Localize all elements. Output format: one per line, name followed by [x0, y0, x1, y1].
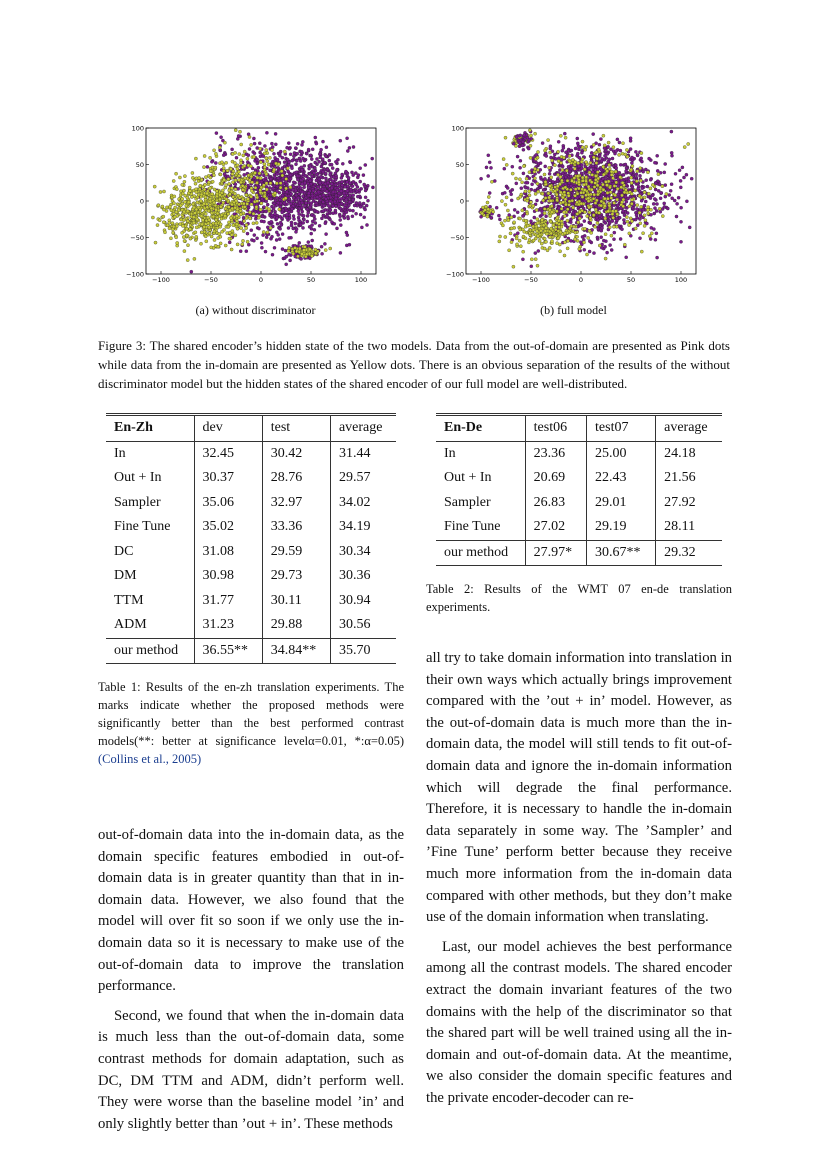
table-row	[106, 564, 396, 589]
table-1	[106, 413, 396, 664]
table-cell: 34.19	[330, 515, 396, 540]
scatter-plot-without-discriminator	[113, 118, 378, 283]
table-header-cell: test06	[525, 415, 586, 442]
table-cell: 32.45	[194, 441, 262, 466]
y-tick-label: 50	[135, 160, 144, 169]
table-row	[436, 515, 722, 540]
subcaption-b: (b) full model	[540, 303, 607, 317]
table-header-cell: test07	[587, 415, 656, 442]
table-cell: In	[114, 445, 126, 461]
x-tick-label: −50	[204, 276, 218, 284]
y-tick-label: 100	[451, 124, 464, 133]
table-cell: DM	[114, 568, 137, 584]
table-cell: 29.57	[330, 466, 396, 491]
scatter-plot-full-model	[433, 118, 698, 283]
table-cell: 29.73	[262, 564, 330, 589]
table-row	[106, 613, 396, 638]
table-cell: 30.67**	[587, 540, 656, 566]
table-row	[436, 466, 722, 491]
table-header-cell: dev	[194, 415, 262, 442]
x-tick-label: 50	[306, 276, 316, 284]
left-column	[98, 825, 404, 1135]
table-cell: DC	[114, 543, 134, 559]
plot-a	[113, 118, 378, 283]
table-cell: 34.02	[330, 491, 396, 516]
table-cell: 30.34	[330, 540, 396, 565]
table-cell: our method	[436, 540, 525, 566]
table-row-our-method	[436, 540, 722, 566]
x-tick-label: 100	[354, 276, 368, 284]
table-cell: Fine Tune	[114, 519, 171, 535]
y-tick-label: 100	[131, 124, 144, 133]
y-tick-label: −100	[126, 270, 144, 279]
table-row	[106, 540, 396, 565]
table-header-cell: average	[330, 415, 396, 442]
table-cell: 30.56	[330, 613, 396, 638]
table-cell: 26.83	[525, 491, 586, 516]
table-cell: 28.11	[656, 515, 722, 540]
table-cell: 30.42	[262, 441, 330, 466]
table-cell: 30.98	[194, 564, 262, 589]
citation-link[interactable]: (Collins et al., 2005)	[98, 752, 202, 766]
table-row	[436, 415, 722, 442]
table-cell: 27.02	[525, 515, 586, 540]
table-cell: 23.36	[525, 441, 586, 466]
table-cell: 29.59	[262, 540, 330, 565]
table-2	[436, 413, 722, 566]
y-tick-label: −50	[130, 233, 144, 242]
table-cell: 35.02	[194, 515, 262, 540]
x-tick-label: −100	[152, 276, 170, 284]
table-cell: 30.37	[194, 466, 262, 491]
plot-b	[433, 118, 698, 283]
table-row	[436, 491, 722, 516]
table-header-cell: En-Zh	[106, 415, 194, 442]
y-tick-label: 0	[459, 197, 464, 206]
table-cell: 28.76	[262, 466, 330, 491]
table-cell: 33.36	[262, 515, 330, 540]
y-tick-label: −100	[446, 270, 464, 279]
table-cell: 32.97	[262, 491, 330, 516]
y-tick-label: −50	[450, 233, 464, 242]
table-cell: Sampler	[114, 494, 161, 510]
table-cell: TTM	[114, 592, 144, 608]
x-tick-label: 50	[626, 276, 636, 284]
table-header-cell: average	[656, 415, 722, 442]
scatter-points	[479, 129, 694, 269]
table-cell: our method	[106, 638, 194, 664]
table-cell: 29.19	[587, 515, 656, 540]
table-row	[106, 589, 396, 614]
table-row	[106, 491, 396, 516]
subcaption-a: (a) without discriminator	[195, 303, 316, 317]
right-paragraph-1: all try to take domain information into translation in their own ways which actually brings improvement compared with the ’out + in’ model. However, as the out-of-domain data is much more than the in-domain data, the model will still tends to fit out-of-domain data and ignore the in-domain information which will degrade the final performance. Therefore, it is necessary to handle the in-domain data separately in some way. The ’Sampler’ and ’Fine Tune’ perform better because they receive much more information from the in-domain data compared with other methods, but they don’t make use of the domain information when translating.	[426, 650, 732, 926]
table-cell: Out + In	[114, 470, 162, 486]
left-paragraph-1: out-of-domain data into the in-domain data, as the domain specific features embodied in out-of-domain data is in greater quantity than that in in-domain data. However, we also found that the model will over fit so soon if we only use the in-domain data so it is necessary to make use of the out-of-domain data to improve the translation performance.	[98, 827, 404, 995]
table-cell: 31.23	[194, 613, 262, 638]
table-cell: 31.08	[194, 540, 262, 565]
x-tick-label: −50	[524, 276, 538, 284]
table-cell: 30.11	[262, 589, 330, 614]
table-cell: 29.88	[262, 613, 330, 638]
table-cell: 35.70	[330, 638, 396, 664]
table-1-caption-text: Table 1: Results of the en-zh translation experiments. The marks indicate whether the proposed methods were significantly better than the best performed contrast models(**: better at significance levelα=0.01, *:α=0.05)	[98, 680, 404, 748]
table-cell: 35.06	[194, 491, 262, 516]
table-cell: 34.84**	[262, 638, 330, 664]
table-cell: 27.92	[656, 491, 722, 516]
x-tick-label: 0	[578, 276, 584, 284]
table-2-wrap	[436, 413, 722, 566]
table-header-cell: test	[262, 415, 330, 442]
table-row	[436, 441, 722, 466]
table-cell: Sampler	[444, 494, 491, 510]
table-2-caption: Table 2: Results of the WMT 07 en-de translation experiments.	[426, 582, 732, 614]
table-cell: Out + In	[444, 470, 492, 486]
scatter-points	[151, 129, 374, 274]
right-paragraph-2: Last, our model achieves the best performance among all the contrast models. The shared encoder extract the domain invariant features of the two domains with the help of the discriminator so that the shared part will be well trained using all the in-domain and out-of-domain data. At the meantime, we also consider the domain specific features and the private encoder-decoder can re-	[426, 938, 732, 1106]
table-cell: 25.00	[587, 441, 656, 466]
table-row	[106, 441, 396, 466]
table-cell: 22.43	[587, 466, 656, 491]
table-row	[106, 415, 396, 442]
table-row	[106, 515, 396, 540]
table-cell: In	[444, 445, 456, 461]
table-cell: ADM	[114, 617, 147, 633]
table-row-our-method	[106, 638, 396, 664]
table-cell: 30.36	[330, 564, 396, 589]
x-tick-label: 0	[258, 276, 264, 284]
table-row	[106, 466, 396, 491]
table-cell: 21.56	[656, 466, 722, 491]
table-cell: 31.44	[330, 441, 396, 466]
table-1-caption	[98, 678, 404, 768]
table-cell: 36.55**	[194, 638, 262, 664]
figure-caption: Figure 3: The shared encoder’s hidden state of the two models. Data from the out-of-domain are presented as Pink dots while data from the in-domain are presented as Yellow dots. There is an obvious separation of the results of the without discriminator model but the hidden states of the shared encoder of our full model are well-distributed.	[98, 338, 730, 391]
table-cell: 24.18	[656, 441, 722, 466]
table-cell: 30.94	[330, 589, 396, 614]
table-cell: 27.97*	[525, 540, 586, 566]
table-cell: 29.32	[656, 540, 722, 566]
x-tick-label: −100	[472, 276, 490, 284]
right-column	[426, 648, 732, 1109]
table-header-cell: En-De	[436, 415, 525, 442]
table-1-wrap	[106, 413, 396, 664]
table-cell: 29.01	[587, 491, 656, 516]
x-tick-label: 100	[674, 276, 688, 284]
table-cell: 20.69	[525, 466, 586, 491]
y-tick-label: 50	[455, 160, 464, 169]
table-cell: 31.77	[194, 589, 262, 614]
y-tick-label: 0	[139, 197, 144, 206]
left-paragraph-2: Second, we found that when the in-domain data is much less than the out-of-domain data, some contrast methods for domain adaptation, such as DC, DM TTM and ADM, didn’t perform well. They were worse than the baseline model ’in’ and only slightly better than ’out + in’. These methods	[98, 1007, 404, 1132]
table-cell: Fine Tune	[444, 519, 501, 535]
